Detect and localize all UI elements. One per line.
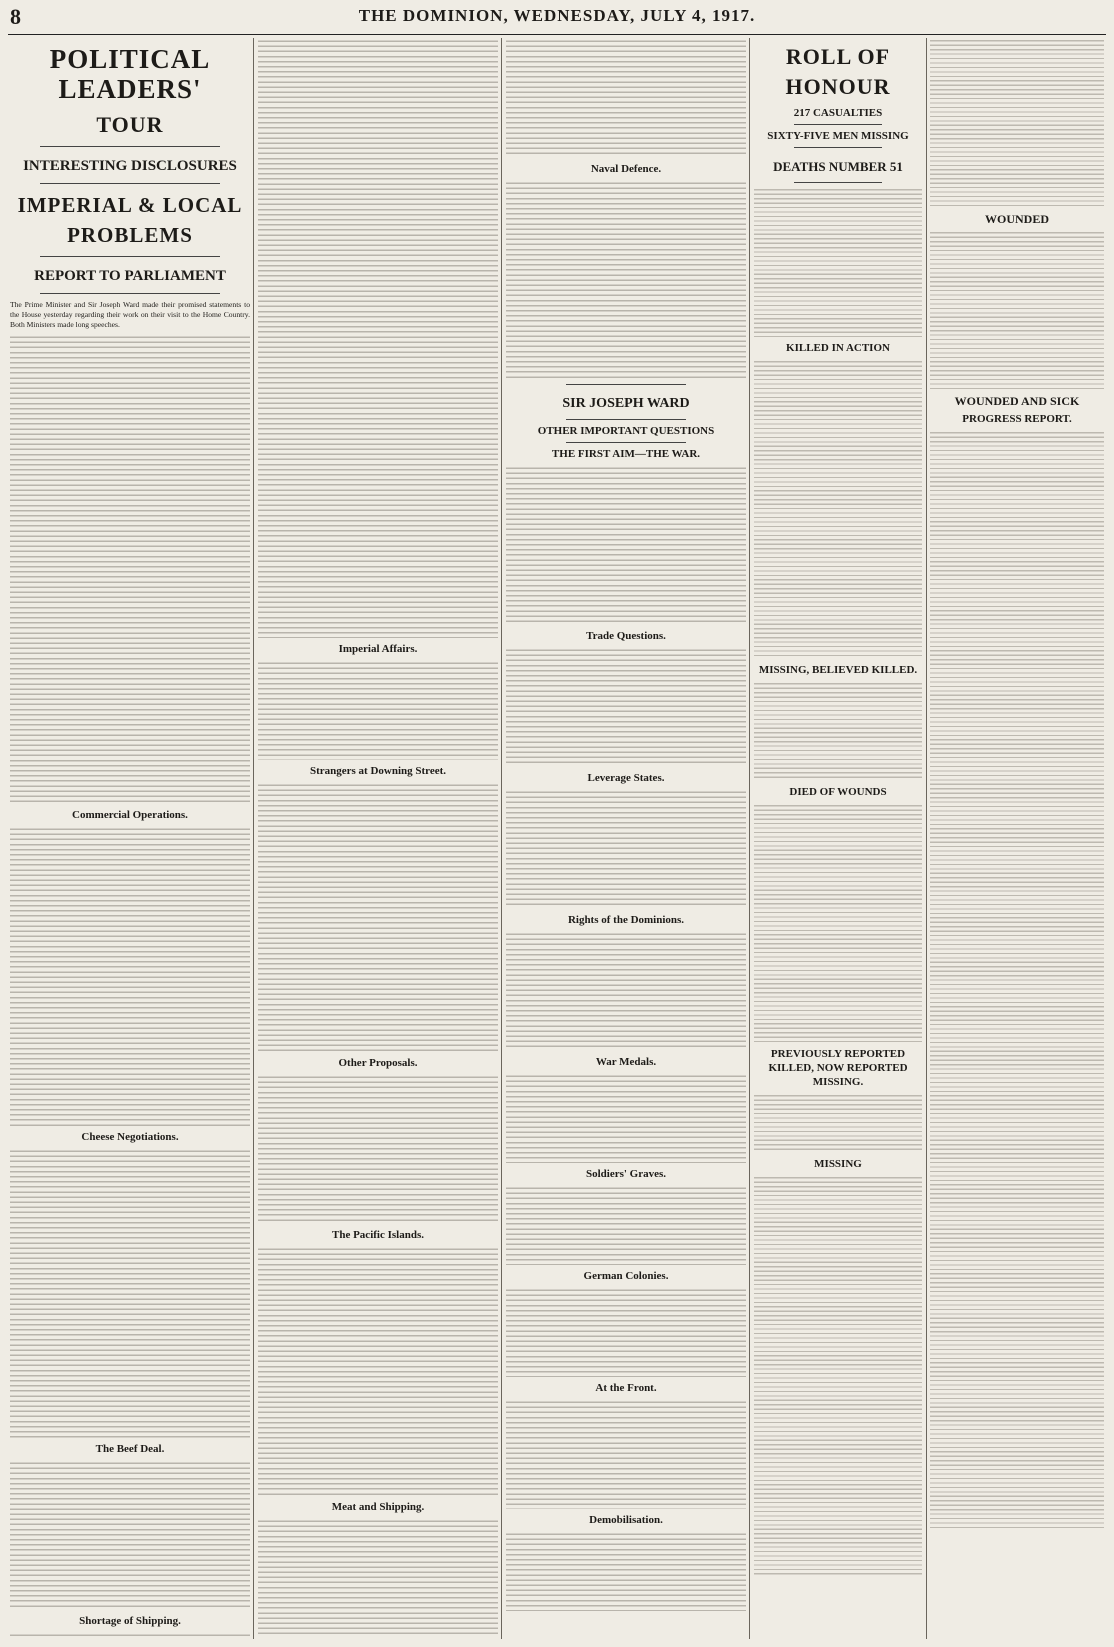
column-5 <box>930 38 1104 1638</box>
subhead: At the Front. <box>595 1382 657 1394</box>
divider <box>794 147 882 148</box>
divider <box>40 146 220 147</box>
text-block <box>930 430 1104 1530</box>
text-block <box>754 187 922 337</box>
text-block <box>506 1185 746 1265</box>
text-block <box>258 1246 498 1496</box>
column-rule <box>926 38 927 1639</box>
subhead: Imperial Affairs. <box>338 643 418 655</box>
subhead: Cheese Negotiations. <box>81 1130 179 1143</box>
divider <box>794 124 882 125</box>
divider <box>566 384 686 385</box>
text-block <box>10 1632 250 1638</box>
ward-deck: OTHER IMPORTANT QUESTIONS <box>537 425 715 437</box>
text-block <box>10 1460 250 1610</box>
subhead: The Pacific Islands. <box>332 1229 424 1241</box>
subhead: German Colonies. <box>583 1270 669 1282</box>
subhead: Trade Questions. <box>586 630 666 642</box>
column-rule <box>749 38 750 1639</box>
text-block <box>258 1518 498 1638</box>
subhead: The Beef Deal. <box>95 1442 165 1455</box>
text-block <box>506 1073 746 1163</box>
text-block <box>506 931 746 1051</box>
column-4 <box>754 38 922 1638</box>
text-block <box>506 1531 746 1611</box>
roll-section: PREVIOUSLY REPORTED KILLED, NOW REPORTED MISSING. <box>768 1048 908 1088</box>
masthead <box>8 0 1106 35</box>
subhead: Commercial Operations. <box>72 808 188 821</box>
divider <box>40 256 220 257</box>
headline-main: POLITICAL LEADERS' <box>49 44 211 104</box>
text-block <box>258 38 498 638</box>
text-block <box>930 38 1104 208</box>
text-block <box>506 180 746 380</box>
divider <box>566 419 686 420</box>
text-block <box>754 1175 922 1575</box>
subhead: War Medals. <box>595 1056 657 1068</box>
deck-1: INTERESTING DISCLOSURES <box>23 158 237 174</box>
subhead: Strangers at Downing Street. <box>309 765 447 777</box>
roll-missing: SIXTY-FIVE MEN MISSING <box>767 130 909 142</box>
column-rule <box>501 38 502 1639</box>
text-block <box>754 1093 922 1153</box>
text-block <box>258 660 498 760</box>
subhead: Other Proposals. <box>338 1057 418 1069</box>
text-block <box>754 359 922 659</box>
text-block <box>10 1148 250 1438</box>
deck-3: REPORT TO PARLIAMENT <box>34 268 226 284</box>
column-1 <box>10 38 250 1638</box>
divider <box>40 293 220 294</box>
ward-heading: SIR JOSEPH WARD <box>562 396 690 411</box>
roll-casualties: 217 CASUALTIES <box>793 107 883 119</box>
text-block <box>506 465 746 625</box>
subhead: Meat and Shipping. <box>331 1501 425 1513</box>
text-block <box>754 681 922 781</box>
text-block <box>506 1399 746 1509</box>
divider <box>566 442 686 443</box>
deck-2: IMPERIAL & LOCAL PROBLEMS <box>17 193 243 247</box>
text-block <box>506 38 746 158</box>
section-wounded-sick: WOUNDED AND SICK <box>954 394 1080 408</box>
page-number: 8 <box>10 4 21 29</box>
text-block <box>754 803 922 1043</box>
text-block <box>506 1287 746 1377</box>
article-lead: The Prime Minister and Sir Joseph Ward made their promised statements to the House yesterday regarding their work on their visit to the Home Country. Both Ministers made long speeches. <box>10 300 250 330</box>
text-block <box>258 1074 498 1224</box>
text-block <box>506 647 746 767</box>
text-block <box>506 789 746 909</box>
divider <box>40 183 220 184</box>
text-block <box>10 826 250 1126</box>
ward-subhead: THE FIRST AIM—THE WAR. <box>551 448 701 460</box>
masthead-title: THE DOMINION, WEDNESDAY, JULY 4, 1917. <box>358 6 756 25</box>
subhead: Soldiers' Graves. <box>585 1168 667 1180</box>
subhead: Shortage of Shipping. <box>79 1614 181 1627</box>
column-3 <box>506 38 746 1638</box>
roll-section: MISSING <box>814 1158 862 1170</box>
roll-deaths: DEATHS NUMBER 51 <box>773 159 903 174</box>
divider <box>794 182 882 183</box>
roll-section: MISSING, BELIEVED KILLED. <box>758 664 918 676</box>
subhead: Naval Defence. <box>590 163 662 175</box>
subhead: Leverage States. <box>587 772 665 784</box>
text-block <box>258 782 498 1052</box>
subhead: Demobilisation. <box>589 1514 663 1526</box>
text-block <box>10 334 250 804</box>
roll-section: KILLED IN ACTION <box>786 342 890 354</box>
column-rule <box>253 38 254 1639</box>
section-wounded: WOUNDED <box>984 212 1049 226</box>
text-block <box>930 230 1104 390</box>
section-progress: PROGRESS REPORT. <box>962 413 1072 425</box>
roll-heading: ROLL OF HONOUR <box>785 44 891 99</box>
headline-second: TOUR <box>96 112 164 137</box>
subhead: Rights of the Dominions. <box>567 914 685 926</box>
roll-section: DIED OF WOUNDS <box>789 786 887 798</box>
column-2 <box>258 38 498 1638</box>
